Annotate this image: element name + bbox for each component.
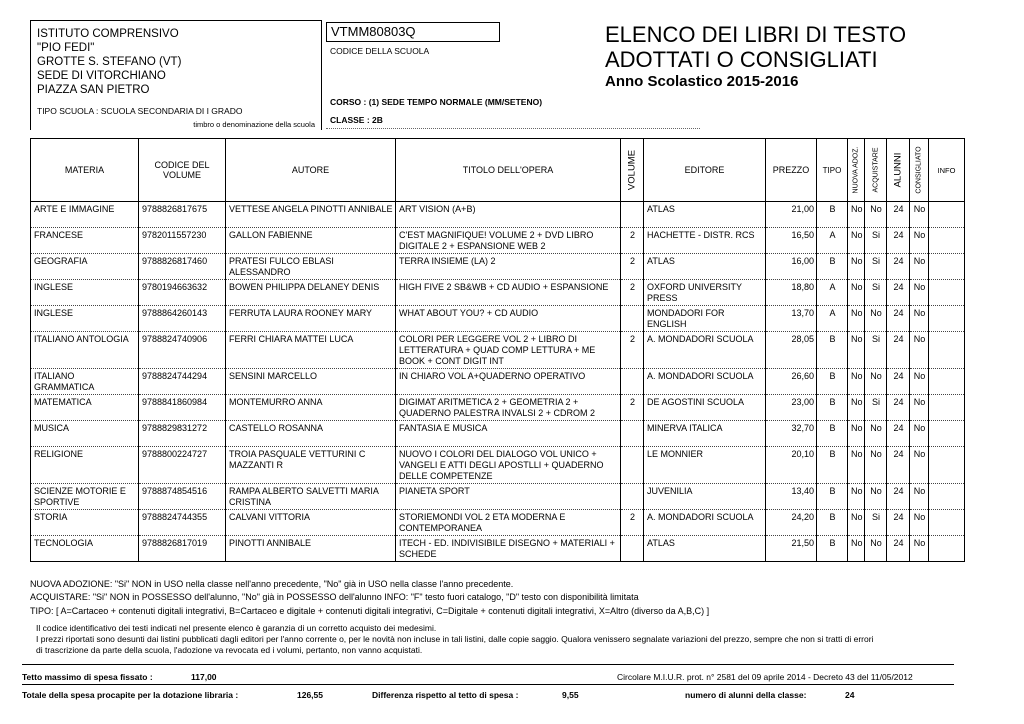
cell-info <box>929 202 965 228</box>
cell-codice: 9780194663632 <box>139 280 226 306</box>
cell-tipo: B <box>817 510 848 536</box>
table-row <box>31 484 965 510</box>
table-row <box>31 228 965 254</box>
cell-volume: 2 <box>621 254 644 280</box>
cell-autore: VETTESE ANGELA PINOTTI ANNIBALE <box>226 202 396 228</box>
cell-codice: 9788826817460 <box>139 254 226 280</box>
cell-autore: BOWEN PHILIPPA DELANEY DENIS <box>226 280 396 306</box>
cell-acquistare: No <box>865 369 887 395</box>
cell-nuova: No <box>848 280 865 306</box>
cell-materia: STORIA <box>31 510 139 536</box>
cell-alunni: 24 <box>887 536 910 562</box>
cell-autore: FERRUTA LAURA ROONEY MARY <box>226 306 396 332</box>
page-title-line2: ADOTTATI O CONSIGLIATI <box>605 47 878 72</box>
header-editore: EDITORE <box>644 139 766 202</box>
table-row <box>31 332 965 369</box>
cell-materia: INGLESE <box>31 306 139 332</box>
cell-titolo: WHAT ABOUT YOU? + CD AUDIO <box>396 306 621 332</box>
header-materia: MATERIA <box>31 139 139 202</box>
cell-tipo: B <box>817 447 848 484</box>
footer-divider <box>22 664 954 665</box>
cell-materia: ARTE E IMMAGINE <box>31 202 139 228</box>
cell-tipo: B <box>817 536 848 562</box>
cell-volume <box>621 369 644 395</box>
cell-nuova: No <box>848 421 865 447</box>
cell-codice: 9782011557230 <box>139 228 226 254</box>
cell-tipo: A <box>817 280 848 306</box>
cell-nuova: No <box>848 395 865 421</box>
cell-codice: 9788864260143 <box>139 306 226 332</box>
cell-materia: INGLESE <box>31 280 139 306</box>
cell-nuova: No <box>848 484 865 510</box>
cell-autore: CALVANI VITTORIA <box>226 510 396 536</box>
school-stamp-caption: timbro o denominazione della scuola <box>193 120 315 129</box>
books-table <box>30 138 965 562</box>
cell-tipo: B <box>817 202 848 228</box>
cell-alunni: 24 <box>887 254 910 280</box>
cell-titolo: ART VISION (A+B) <box>396 202 621 228</box>
cell-prezzo: 28,05 <box>766 332 817 369</box>
table-row <box>31 510 965 536</box>
cell-prezzo: 24,20 <box>766 510 817 536</box>
cell-titolo: PIANETA SPORT <box>396 484 621 510</box>
cell-nuova: No <box>848 228 865 254</box>
cell-titolo: C'EST MAGNIFIQUE! VOLUME 2 + DVD LIBRO DIGITALE 2 + ESPANSIONE WEB 2 <box>396 228 621 254</box>
cell-info <box>929 536 965 562</box>
cell-titolo: NUOVO I COLORI DEL DIALOGO VOL UNICO + VANGELI E ATTI DEGLI APOSTLLI + QUADERNO DELLE COMPETENZE <box>396 447 621 484</box>
cell-consigliato: No <box>910 254 929 280</box>
cell-editore: OXFORD UNIVERSITY PRESS <box>644 280 766 306</box>
cell-editore: ATLAS <box>644 536 766 562</box>
circolare-reference: Circolare M.I.U.R. prot. n° 2581 del 09 aprile 2014 - Decreto 43 del 11/05/2012 <box>617 672 913 682</box>
cell-editore: HACHETTE - DISTR. RCS <box>644 228 766 254</box>
cell-materia: SCIENZE MOTORIE E SPORTIVE <box>31 484 139 510</box>
cell-nuova: No <box>848 254 865 280</box>
cell-alunni: 24 <box>887 369 910 395</box>
cell-consigliato: No <box>910 332 929 369</box>
school-code: VTMM80803Q <box>326 22 500 42</box>
cell-autore: SENSINI MARCELLO <box>226 369 396 395</box>
cell-titolo: FANTASIA E MUSICA <box>396 421 621 447</box>
cell-alunni: 24 <box>887 395 910 421</box>
cell-consigliato: No <box>910 536 929 562</box>
table-row <box>31 202 965 228</box>
cell-nuova: No <box>848 447 865 484</box>
cell-volume <box>621 421 644 447</box>
cell-tipo: B <box>817 332 848 369</box>
cell-prezzo: 16,50 <box>766 228 817 254</box>
cell-materia: ITALIANO ANTOLOGIA <box>31 332 139 369</box>
cell-editore: ATLAS <box>644 254 766 280</box>
cell-materia: MUSICA <box>31 421 139 447</box>
page-title-line1: ELENCO DEI LIBRI DI TESTO <box>605 22 907 47</box>
cell-info <box>929 228 965 254</box>
cell-editore: MONDADORI FOR ENGLISH <box>644 306 766 332</box>
cell-alunni: 24 <box>887 306 910 332</box>
cell-prezzo: 20,10 <box>766 447 817 484</box>
cell-volume: 2 <box>621 510 644 536</box>
cell-editore: JUVENILIA <box>644 484 766 510</box>
school-stamp-box <box>30 20 322 130</box>
cell-volume <box>621 536 644 562</box>
cell-acquistare: No <box>865 447 887 484</box>
cell-titolo: ITECH - ED. INDIVISIBILE DISEGNO + MATERIALI + SCHEDE <box>396 536 621 562</box>
tetto-value: 117,00 <box>191 672 217 682</box>
cell-acquistare: Si <box>865 280 887 306</box>
corso-label: CORSO : (1) SEDE TEMPO NORMALE (MM/SETENO) <box>330 97 543 107</box>
cell-codice: 9788824744355 <box>139 510 226 536</box>
cell-volume <box>621 447 644 484</box>
table-header-row <box>31 139 965 202</box>
table-body <box>31 202 965 562</box>
header-codice: CODICE DEL VOLUME <box>139 139 226 202</box>
cell-consigliato: No <box>910 510 929 536</box>
cell-tipo: B <box>817 484 848 510</box>
cell-consigliato: No <box>910 369 929 395</box>
cell-consigliato: No <box>910 395 929 421</box>
header-acquistare: ACQUISTARE <box>865 139 887 202</box>
cell-prezzo: 21,50 <box>766 536 817 562</box>
cell-prezzo: 26,60 <box>766 369 817 395</box>
cell-alunni: 24 <box>887 447 910 484</box>
school-line: ISTITUTO COMPRENSIVO <box>37 28 179 40</box>
cell-materia: GEOGRAFIA <box>31 254 139 280</box>
cell-codice: 9788826817019 <box>139 536 226 562</box>
dotted-divider <box>326 128 700 129</box>
cell-materia: TECNOLOGIA <box>31 536 139 562</box>
cell-prezzo: 13,70 <box>766 306 817 332</box>
header-titolo: TITOLO DELL'OPERA <box>396 139 621 202</box>
cell-consigliato: No <box>910 306 929 332</box>
notes-block <box>36 623 966 656</box>
cell-editore: A. MONDADORI SCUOLA <box>644 510 766 536</box>
cell-acquistare: Si <box>865 395 887 421</box>
cell-nuova: No <box>848 510 865 536</box>
alunni-value: 24 <box>845 690 855 700</box>
cell-tipo: A <box>817 228 848 254</box>
note-line: I prezzi riportati sono desunti dai listini pubblicati dagli editori per l'anno corrente o, per le novità non incluse in tali listini, dalle copie saggio. Qualora venissero segnalate variazioni del prezzo, sempre che non si tratti di errori <box>36 634 874 644</box>
school-name-block <box>37 27 181 97</box>
school-code-label: CODICE DELLA SCUOLA <box>330 46 430 56</box>
cell-prezzo: 18,80 <box>766 280 817 306</box>
school-year: Anno Scolastico 2015-2016 <box>605 73 799 90</box>
cell-autore: RAMPA ALBERTO SALVETTI MARIA CRISTINA <box>226 484 396 510</box>
cell-titolo: HIGH FIVE 2 SB&WB + CD AUDIO + ESPANSIONE <box>396 280 621 306</box>
cell-codice: 9788841860984 <box>139 395 226 421</box>
legend-acquistare: ACQUISTARE: "Si" NON in POSSESSO dell'alunno, "No" già in POSSESSO dell'alunno INFO: "F" testo fuori catalogo, "D" testo con disponibilità limitata <box>30 592 639 602</box>
cell-acquistare: Si <box>865 510 887 536</box>
cell-consigliato: No <box>910 484 929 510</box>
table-row <box>31 306 965 332</box>
footer-divider <box>22 684 954 685</box>
table-row <box>31 369 965 395</box>
tetto-label: Tetto massimo di spesa fissato : <box>22 672 153 682</box>
cell-nuova: No <box>848 202 865 228</box>
totale-value: 126,55 <box>297 690 323 700</box>
cell-acquistare: Si <box>865 254 887 280</box>
cell-nuova: No <box>848 536 865 562</box>
cell-tipo: B <box>817 254 848 280</box>
cell-info <box>929 510 965 536</box>
cell-acquistare: Si <box>865 228 887 254</box>
cell-alunni: 24 <box>887 421 910 447</box>
header-info: INFO <box>929 139 965 202</box>
cell-prezzo: 13,40 <box>766 484 817 510</box>
cell-alunni: 24 <box>887 510 910 536</box>
cell-acquistare: No <box>865 421 887 447</box>
cell-titolo: TERRA INSIEME (LA) 2 <box>396 254 621 280</box>
cell-materia: MATEMATICA <box>31 395 139 421</box>
cell-materia: RELIGIONE <box>31 447 139 484</box>
table-row <box>31 395 965 421</box>
cell-editore: MINERVA ITALICA <box>644 421 766 447</box>
cell-tipo: B <box>817 395 848 421</box>
differenza-value: 9,55 <box>562 690 579 700</box>
cell-autore: GALLON FABIENNE <box>226 228 396 254</box>
cell-tipo: B <box>817 421 848 447</box>
cell-acquistare: No <box>865 306 887 332</box>
legend-tipo: TIPO: [ A=Cartaceo + contenuti digitali integrativi, B=Cartaceo e digitale + contenuti digitali integrativi, C=Digitale + contenuti digitali integrativi, X=Altro (diverso da A,B,C) ] <box>30 606 710 616</box>
cell-consigliato: No <box>910 228 929 254</box>
school-line: PIAZZA SAN PIETRO <box>37 84 150 96</box>
cell-info <box>929 306 965 332</box>
cell-volume <box>621 202 644 228</box>
cell-titolo: STORIEMONDI VOL 2 ETA MODERNA E CONTEMPORANEA <box>396 510 621 536</box>
cell-volume: 2 <box>621 280 644 306</box>
cell-volume: 2 <box>621 395 644 421</box>
cell-autore: MONTEMURRO ANNA <box>226 395 396 421</box>
cell-autore: TROIA PASQUALE VETTURINI C MAZZANTI R <box>226 447 396 484</box>
cell-info <box>929 395 965 421</box>
cell-titolo: COLORI PER LEGGERE VOL 2 + LIBRO DI LETTERATURA + QUAD COMP LETTURA + ME BOOK + CONT DIGIT INT <box>396 332 621 369</box>
cell-info <box>929 369 965 395</box>
cell-autore: PRATESI FULCO EBLASI ALESSANDRO <box>226 254 396 280</box>
note-line: Il codice identificativo dei testi indicati nel presente elenco è garanzia di un corretto acquisto dei medesimi. <box>36 623 437 633</box>
school-line: "PIO FEDI" <box>37 42 95 54</box>
cell-tipo: B <box>817 369 848 395</box>
header-volume: VOLUME <box>621 139 644 202</box>
cell-volume: 2 <box>621 228 644 254</box>
cell-info <box>929 332 965 369</box>
cell-materia: FRANCESE <box>31 228 139 254</box>
table-row <box>31 254 965 280</box>
alunni-label: numero di alunni della classe: <box>685 690 807 700</box>
school-line: SEDE DI VITORCHIANO <box>37 70 166 82</box>
cell-autore: PINOTTI ANNIBALE <box>226 536 396 562</box>
cell-volume <box>621 306 644 332</box>
classe-label: CLASSE : 2B <box>330 115 383 125</box>
cell-info <box>929 280 965 306</box>
cell-alunni: 24 <box>887 332 910 369</box>
cell-autore: FERRI CHIARA MATTEI LUCA <box>226 332 396 369</box>
table-row <box>31 280 965 306</box>
header-alunni: ALUNNI <box>887 139 910 202</box>
school-line: GROTTE S. STEFANO (VT) <box>37 56 182 68</box>
cell-info <box>929 254 965 280</box>
cell-codice: 9788829831272 <box>139 421 226 447</box>
cell-codice: 9788874854516 <box>139 484 226 510</box>
cell-materia: ITALIANO GRAMMATICA <box>31 369 139 395</box>
header-consigliato: CONSIGLIATO <box>910 139 929 202</box>
table-row <box>31 421 965 447</box>
header-tipo: TIPO <box>817 139 848 202</box>
cell-alunni: 24 <box>887 280 910 306</box>
legend-nuova-adozione: NUOVA ADOZIONE: "Si" NON in USO nella classe nell'anno precedente, "No" già in USO nella classe l'anno precedente. <box>30 579 514 589</box>
cell-info <box>929 421 965 447</box>
header-autore: AUTORE <box>226 139 396 202</box>
table-row <box>31 536 965 562</box>
cell-prezzo: 16,00 <box>766 254 817 280</box>
cell-alunni: 24 <box>887 202 910 228</box>
cell-volume: 2 <box>621 332 644 369</box>
cell-consigliato: No <box>910 202 929 228</box>
cell-consigliato: No <box>910 280 929 306</box>
cell-editore: LE MONNIER <box>644 447 766 484</box>
cell-codice: 9788826817675 <box>139 202 226 228</box>
cell-acquistare: No <box>865 484 887 510</box>
totale-label: Totale della spesa procapite per la dotazione libraria : <box>22 690 239 700</box>
header-nuova-adoz: NUOVA ADOZ. <box>848 139 865 202</box>
cell-titolo: IN CHIARO VOL A+QUADERNO OPERATIVO <box>396 369 621 395</box>
table-row <box>31 447 965 484</box>
cell-consigliato: No <box>910 447 929 484</box>
cell-tipo: A <box>817 306 848 332</box>
cell-info <box>929 447 965 484</box>
cell-volume <box>621 484 644 510</box>
note-line: di trascrizione da parte della scuola, l'adozione va revocata ed i volumi, pertanto, non vanno acquistati. <box>36 645 423 655</box>
cell-codice: 9788824744294 <box>139 369 226 395</box>
cell-prezzo: 32,70 <box>766 421 817 447</box>
cell-editore: A. MONDADORI SCUOLA <box>644 332 766 369</box>
cell-editore: A. MONDADORI SCUOLA <box>644 369 766 395</box>
cell-info <box>929 484 965 510</box>
cell-acquistare: No <box>865 202 887 228</box>
cell-prezzo: 23,00 <box>766 395 817 421</box>
differenza-label: Differenza rispetto al tetto di spesa : <box>372 690 519 700</box>
header-prezzo: PREZZO <box>766 139 817 202</box>
school-type: TIPO SCUOLA : SCUOLA SECONDARIA DI I GRADO <box>37 106 243 116</box>
cell-acquistare: No <box>865 536 887 562</box>
cell-codice: 9788824740906 <box>139 332 226 369</box>
cell-nuova: No <box>848 306 865 332</box>
cell-alunni: 24 <box>887 228 910 254</box>
cell-alunni: 24 <box>887 484 910 510</box>
cell-nuova: No <box>848 332 865 369</box>
cell-codice: 9788800224727 <box>139 447 226 484</box>
cell-acquistare: Si <box>865 332 887 369</box>
cell-editore: ATLAS <box>644 202 766 228</box>
cell-titolo: DIGIMAT ARITMETICA 2 + GEOMETRIA 2 + QUADERNO PALESTRA INVALSI 2 + CDROM 2 <box>396 395 621 421</box>
cell-autore: CASTELLO ROSANNA <box>226 421 396 447</box>
cell-consigliato: No <box>910 421 929 447</box>
cell-nuova: No <box>848 369 865 395</box>
cell-editore: DE AGOSTINI SCUOLA <box>644 395 766 421</box>
cell-prezzo: 21,00 <box>766 202 817 228</box>
